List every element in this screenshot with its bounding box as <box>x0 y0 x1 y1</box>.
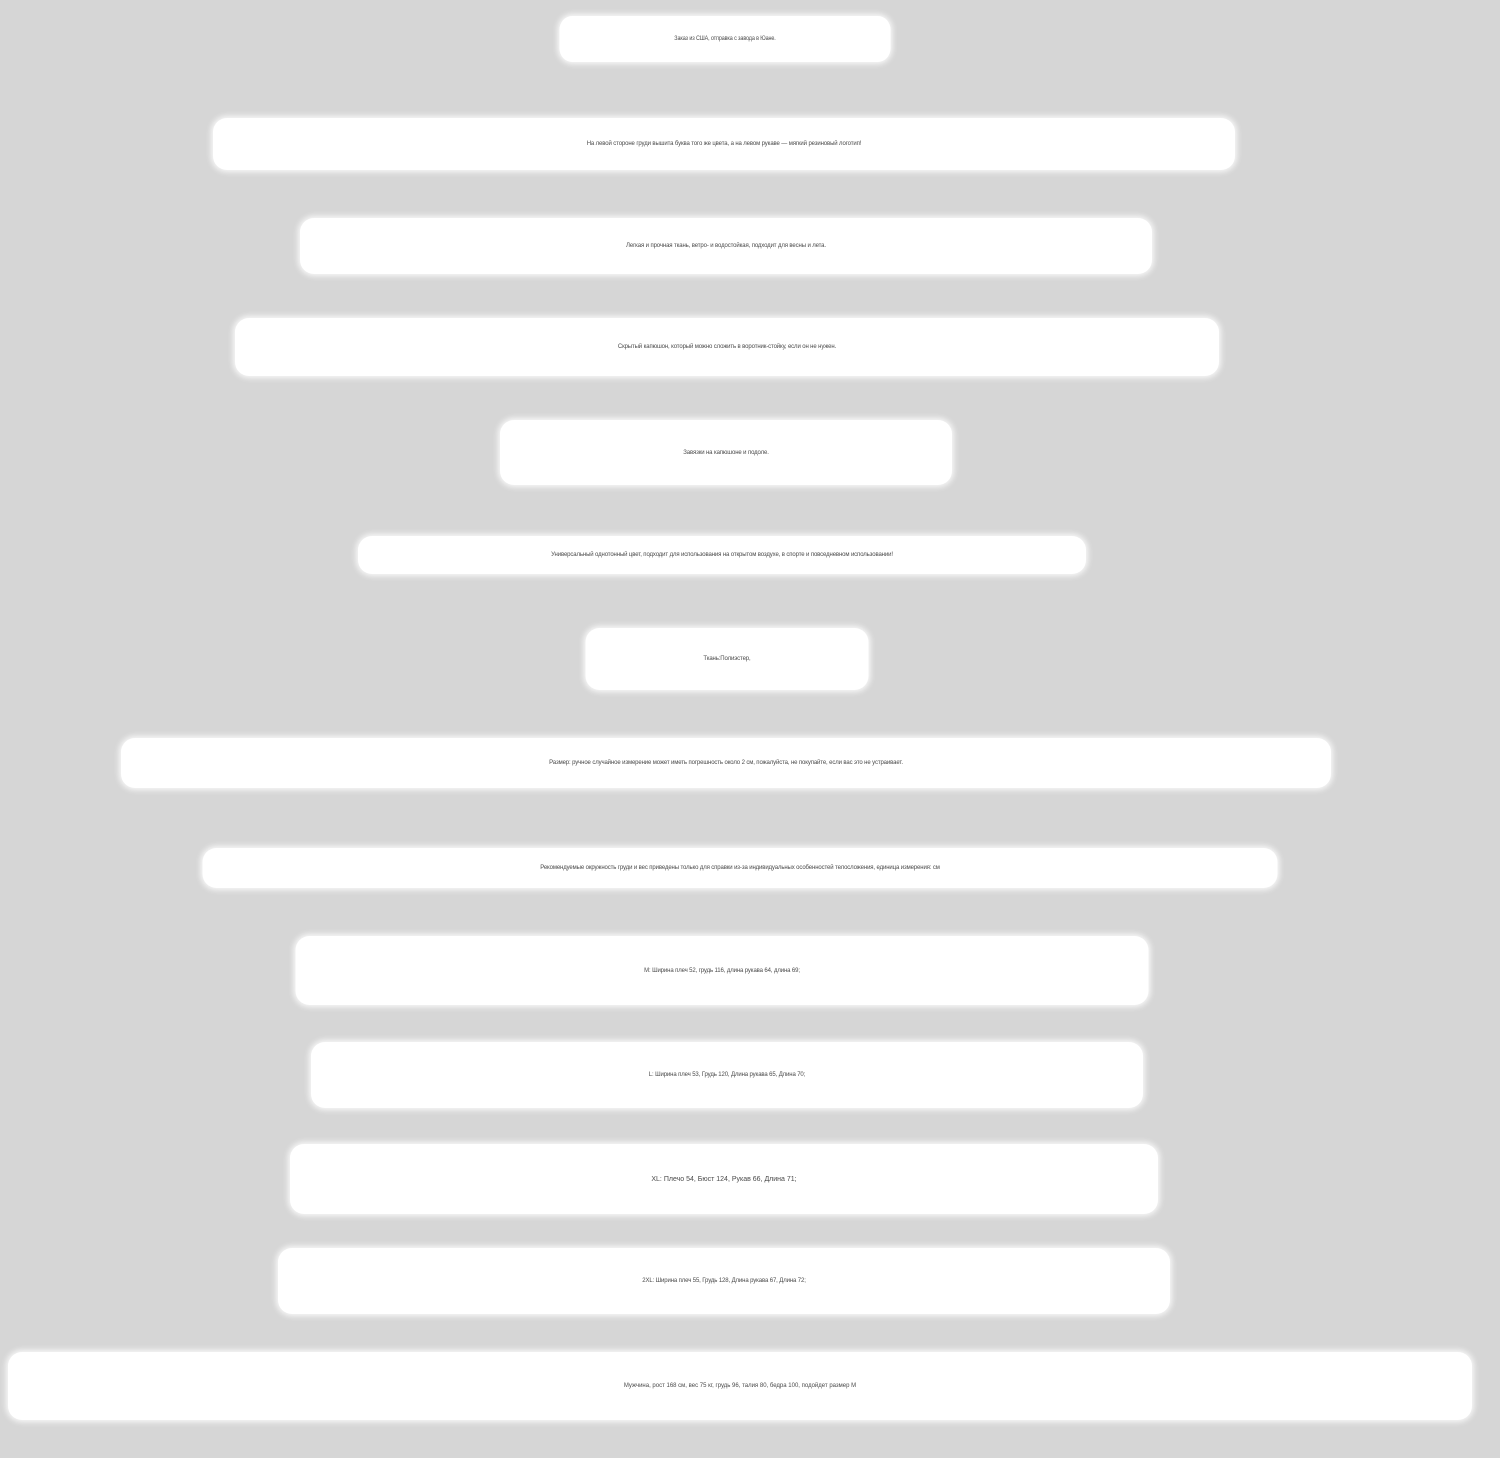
measurement-error-note: Размер: ручное случайное измерение может иметь погрешность около 2 см, пожалуйста, не покупайте, если вас это не устраивает. <box>121 738 1331 788</box>
size-reference-note: Рекомендуемые окружность груди и вес приведены только для справки из-за индивидуальных особенностей телосложения, единица измерения: см <box>203 848 1278 888</box>
fabric-properties-note: Легкая и прочная ткань, ветро- и водостойкая, подходит для весны и лета. <box>300 218 1152 274</box>
size-l-row: L: Ширина плеч 53, Грудь 120, Длина рукава 65, Длина 70; <box>311 1042 1143 1108</box>
hidden-hood-note: Скрытый капюшон, который можно сложить в воротник-стойку, если он не нужен. <box>235 318 1219 376</box>
versatile-color-note: Универсальный однотонный цвет, подходит для использования на открытом воздухе, в спорте и повседневном использовании! <box>358 536 1086 574</box>
size-xl-row: XL: Плечо 54, Бюст 124, Рукав 66, Длина 71; <box>290 1144 1158 1214</box>
drawstrings-note: Завязки на капюшоне и подоле. <box>500 420 952 485</box>
size-m-row: M: Ширина плеч 52, грудь 116, длина рукава 64, длина 69; <box>296 936 1149 1005</box>
shipping-origin-note: Заказ из США, отправка с завода в Юане. <box>559 16 890 62</box>
model-fit-note: Мужчина, рост 168 см, вес 75 кг, грудь 96, талия 80, бедра 100, подойдет размер M <box>8 1352 1472 1420</box>
fabric-material-note: Ткань:Полиэстер, <box>586 628 869 690</box>
size-2xl-row: 2XL: Ширина плеч 55, Грудь 128, Длина рукава 67, Длина 72; <box>278 1248 1170 1314</box>
embroidery-logo-note: На левой стороне груди вышита буква того же цвета, а на левом рукаве — мягкий резиновый логотип! <box>213 118 1235 170</box>
